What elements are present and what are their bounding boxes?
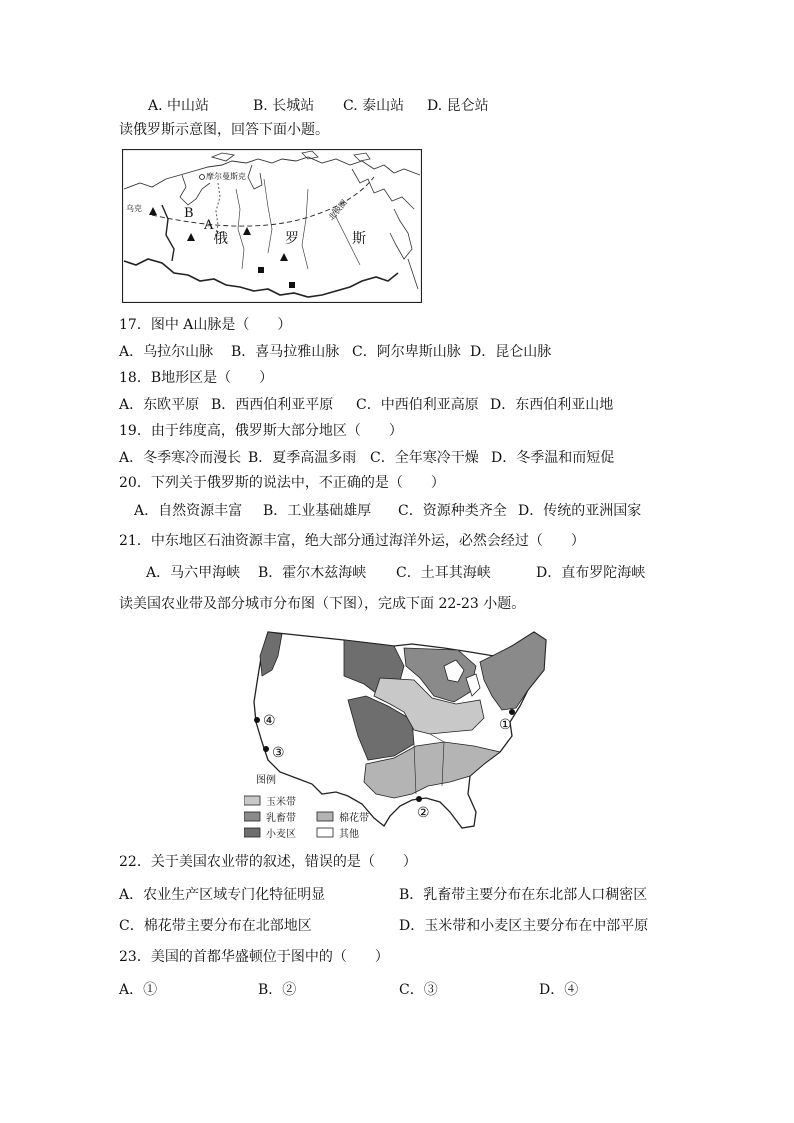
q22-option-c: C．棉花带主要分布在北部地区 [119, 918, 312, 934]
q22-option-b: B．乳畜带主要分布在东北部人口稠密区 [399, 887, 648, 903]
q17-option-a: A．乌拉尔山脉 [119, 344, 214, 360]
legend-label-corn: 玉米带 [266, 797, 296, 808]
legend-label-other: 其他 [339, 829, 359, 840]
q16-option-c: C. 泰山站 [343, 98, 405, 114]
mine-symbol-icon [289, 282, 295, 288]
q21-option-a: A．马六甲海峡 [146, 565, 241, 581]
q18-option-a: A．东欧平原 [119, 397, 200, 413]
label-arctic-circle: 北极圈 [326, 198, 349, 223]
legend-title: 图例 [256, 775, 276, 786]
city-dot-icon [416, 796, 422, 802]
q16-option-b: B. 长城站 [253, 98, 315, 114]
q16-option-a: A. 中山站 [148, 98, 210, 114]
city-label-4: ④ [263, 713, 276, 729]
usa-intro: 读美国农业带及部分城市分布图（下图），完成下面 22-23 小题。 [119, 596, 526, 612]
label-murmansk: 摩尔曼斯克 [206, 172, 246, 181]
q17-option-d: D．昆仑山脉 [470, 344, 552, 360]
q19-option-c: C．全年寒冷干燥 [370, 450, 479, 466]
q18-stem: 18．B地形区是（ ） [119, 370, 274, 386]
q21-option-b: B．霍尔木兹海峡 [258, 565, 367, 581]
q20-option-c: C．资源种类齐全 [398, 503, 507, 519]
q20-option-d: D．传统的亚洲国家 [518, 503, 642, 519]
q23-option-d: D．④ [539, 982, 579, 998]
city-label-2: ② [417, 805, 430, 821]
city-label-3: ③ [272, 745, 285, 761]
q22-option-a: A．农业生产区域专门化特征明显 [119, 887, 326, 903]
city-dot-icon [509, 709, 515, 715]
mine-symbol-icon [258, 267, 264, 273]
q20-stem: 20．下列关于俄罗斯的说法中，不正确的是（ ） [119, 475, 445, 491]
q21-option-d: D．直布罗陀海峡 [536, 565, 646, 581]
legend-swatch-dairy [244, 812, 260, 821]
q23-option-c: C．③ [399, 982, 438, 998]
label-left-fragment: 乌克 [126, 204, 142, 213]
q18-option-d: D．东西伯利亚山地 [490, 397, 614, 413]
city-label-1: ① [499, 717, 512, 733]
russia-map [122, 149, 422, 303]
q19-option-d: D．冬季温和而短促 [491, 450, 615, 466]
label-a: A [204, 218, 214, 233]
city-dot-icon [254, 717, 260, 723]
q17-stem: 17．图中 A山脉是（ ） [119, 317, 292, 333]
q19-option-a: A．冬季寒冷而漫长 [119, 450, 242, 466]
legend-label-wheat: 小麦区 [266, 829, 296, 840]
q21-option-c: C．土耳其海峡 [396, 565, 491, 581]
legend-swatch-corn [244, 796, 260, 805]
usa-map [244, 626, 554, 840]
q16-option-d: D. 昆仑站 [427, 98, 489, 114]
q19-stem: 19．由于纬度高，俄罗斯大部分地区（ ） [119, 423, 403, 439]
q23-option-b: B．② [258, 982, 297, 998]
q19-option-b: B．夏季高温多雨 [248, 450, 357, 466]
q20-option-b: B．工业基础雄厚 [263, 503, 372, 519]
q17-option-c: C．阿尔卑斯山脉 [352, 344, 461, 360]
label-e: 俄 [214, 231, 228, 247]
q20-option-a: A．自然资源丰富 [134, 503, 243, 519]
q17-option-b: B．喜马拉雅山脉 [231, 344, 340, 360]
russia-intro: 读俄罗斯示意图，回答下面小题。 [119, 122, 329, 138]
legend-swatch-wheat [244, 828, 260, 837]
q21-stem: 21．中东地区石油资源丰富，绝大部分通过海洋外运，必然会经过（ ） [119, 533, 585, 549]
label-b: B [184, 206, 194, 221]
legend-label-cotton: 棉花带 [339, 813, 369, 824]
q18-option-c: C．中西伯利亚高原 [356, 397, 479, 413]
legend-swatch-other [317, 828, 333, 837]
label-si: 斯 [352, 231, 366, 247]
legend-label-dairy: 乳畜带 [266, 813, 296, 824]
q22-stem: 22．关于美国农业带的叙述，错误的是（ ） [119, 854, 417, 870]
q18-option-b: B．西西伯利亚平原 [211, 397, 334, 413]
legend-swatch-cotton [317, 812, 333, 821]
label-luo: 罗 [285, 231, 299, 247]
q23-option-a: A．① [119, 982, 158, 998]
q22-option-d: D．玉米带和小麦区主要分布在中部平原 [399, 918, 649, 934]
city-dot-icon [263, 746, 269, 752]
q23-stem: 23．美国的首都华盛顿位于图中的（ ） [119, 949, 389, 965]
city-dot-icon [200, 175, 205, 180]
